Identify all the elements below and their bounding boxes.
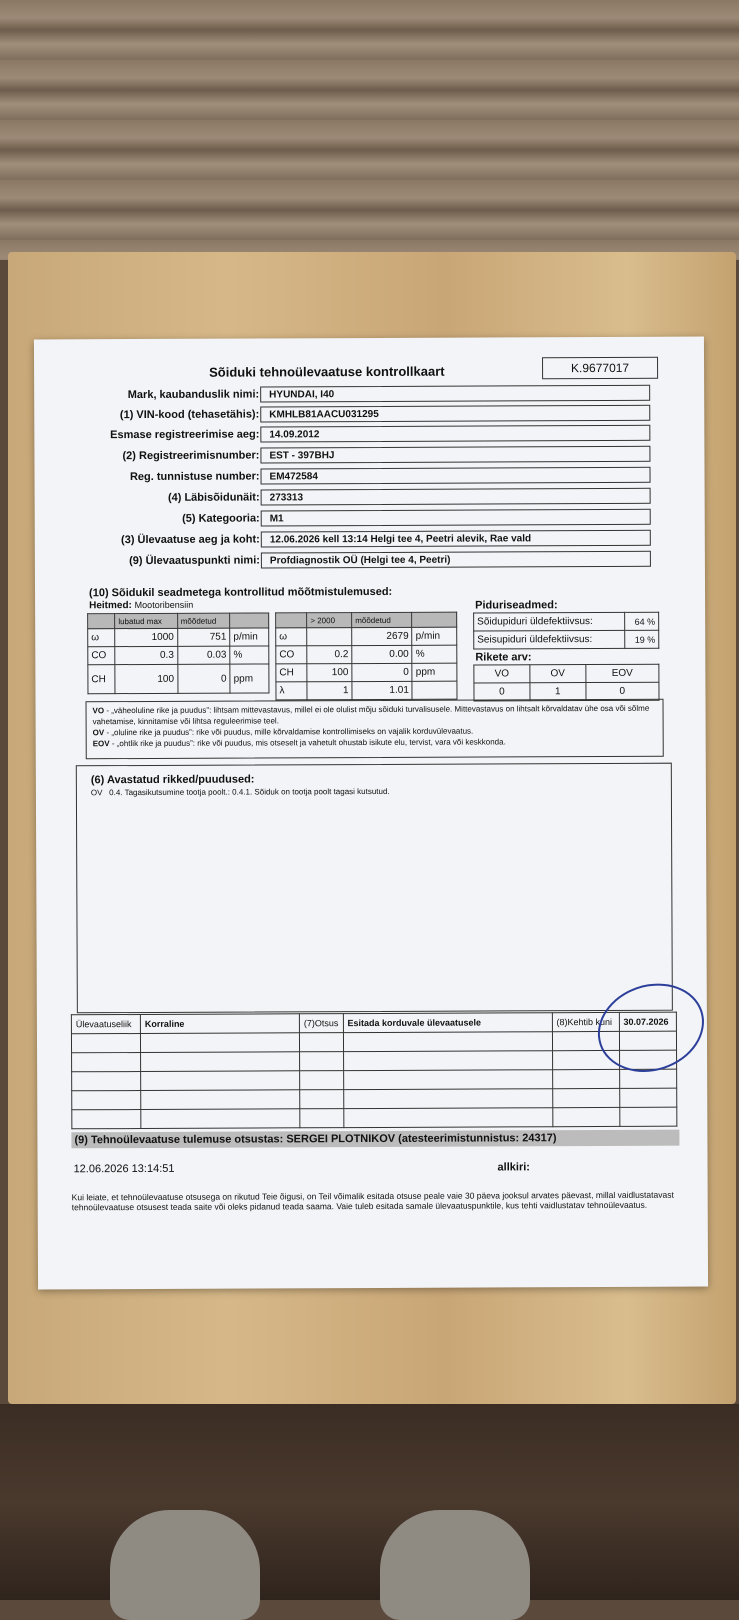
field-value: Profdiagnostik OÜ (Helgi tee 4, Peetri) xyxy=(261,551,651,569)
table-row: CH 100 0 ppm xyxy=(276,663,457,682)
high-idle-emissions-table xyxy=(275,612,457,701)
table-row: CO 0.3 0.03 % xyxy=(88,646,269,665)
card-number: K.9677017 xyxy=(542,357,658,380)
col-header: mõõdetud xyxy=(352,612,412,627)
field-value: 14.09.2012 xyxy=(260,425,650,443)
table-row: Ülevaatuseliik Korraline (7)Otsus Esitada korduvale ülevaatusele (8)Kehtib kuni 30.07.2026 xyxy=(71,1012,676,1034)
signature-label: allkiri: xyxy=(497,1161,530,1174)
field-value: M1 xyxy=(261,509,651,527)
table-row: 0 1 0 xyxy=(474,682,659,701)
col-header: > 2000 xyxy=(307,613,352,628)
table-row: ω 2679 p/min xyxy=(276,627,457,646)
table-row xyxy=(72,1107,677,1129)
table-row xyxy=(72,1088,677,1110)
timestamp: 12.06.2026 13:14:51 xyxy=(73,1162,175,1176)
brakes-title: Piduriseadmed: xyxy=(475,599,558,612)
field-label: (1) VIN-kood (tehasetähis): xyxy=(119,408,260,422)
table-row: Sõidupiduri üldefektiivsus: 64 % xyxy=(474,612,659,631)
field-value: 12.06.2026 kell 13:14 Helgi tee 4, Peetri alevik, Rae vald xyxy=(261,530,651,548)
table-row: VO OV EOV xyxy=(474,664,659,683)
faults-title: Rikete arv: xyxy=(475,651,532,664)
legend-item: OV - „oluline rike ja puudus”: rike või puudus, mille kõrvaldamise kontrollimiseks on vajalik korduvülevaatus. xyxy=(92,726,474,738)
table-row: CO 0.2 0.00 % xyxy=(276,645,457,664)
defect-item: OV 0.4. Tagasikutsumine tootja poolt.: 0.4.1. Sõiduk on tootja poolt tagasi kutsutud. xyxy=(90,786,390,798)
faults-table xyxy=(473,664,659,702)
col-header: lubatud max xyxy=(115,613,178,628)
field-value: KMHLB81AACU031295 xyxy=(260,405,650,423)
field-label: (5) Kategooria: xyxy=(182,512,260,525)
field-label: (4) Läbisõidunäit: xyxy=(167,491,260,504)
legend-item: VO - „väheoluline rike ja puudus”: lihtsam mittevastavus, millel ei ole olulist mõju sõiduki turvalisusele. Mittevastavus on lihtsalt kõrvaldatav ühe osa või sõlme vahetamise, kinnitamise või lihtsa reguleerimise teel. xyxy=(92,703,650,727)
field-value: 273313 xyxy=(261,488,651,506)
engine-value: Mootoribensiin xyxy=(134,599,194,611)
field-label: Mark, kaubanduslik nimi: xyxy=(127,388,260,402)
left-shoe xyxy=(110,1510,260,1620)
col-header: mõõdetud xyxy=(177,613,230,628)
field-value: EST - 397BHJ xyxy=(260,446,650,464)
engine-label: Heitmed: xyxy=(89,600,132,612)
document-title: Sõiduki tehnoülevaatuse kontrollkaart xyxy=(209,363,445,380)
measurements-title: (10) Sõidukil seadmetega kontrollitud mõõtmistulemused: xyxy=(89,585,393,600)
field-label: (9) Ülevaatuspunkti nimi: xyxy=(129,554,260,568)
table-row: λ 1 1.01 xyxy=(276,681,457,700)
appeal-notice: Kui leiate, et tehnoülevaatuse otsusega on rikutud Teie õigusi, on Teil võimalik esitada otsuse peale vaie 30 päeva jooksul arvates päevast, millal vaidlustatavast tehnoülevaatuse otsusest teada saite või oleks pidanud teada saama. Vaie tuleb esitada samale ülevaatuspunktile, kus tehti vaidlustatav tehnoülevaatus. xyxy=(71,1189,674,1213)
field-value: HYUNDAI, I40 xyxy=(260,385,650,403)
table-row: CH 100 0 ppm xyxy=(88,664,269,694)
field-label: (2) Registreerimisnumber: xyxy=(122,449,260,463)
engine-line xyxy=(89,600,193,611)
result-table xyxy=(71,1012,677,1130)
table-row: ω 1000 751 p/min xyxy=(88,628,269,647)
fault-legend xyxy=(86,699,664,760)
right-shoe xyxy=(380,1510,530,1620)
defects-title: (6) Avastatud rikked/puudused: xyxy=(90,773,255,787)
table-row: Seisupiduri üldefektiivsus: 19 % xyxy=(474,630,659,649)
defects-box xyxy=(76,763,673,1014)
inspector-bar: (9) Tehnoülevaatuse tulemuse otsustas: SERGEI PLOTNIKOV (atesteerimistunnistus: 24317) xyxy=(71,1130,679,1149)
field-label: Esmase registreerimise aeg: xyxy=(110,428,260,442)
inspection-card-paper xyxy=(34,337,708,1290)
legend-item: EOV - „ohtlik rike ja puudus”: rike või puudus, mis otseselt ja vahetult ohustab isikute elu, tervist, vara või keskkonda. xyxy=(92,737,506,749)
field-label: (3) Ülevaatuse aeg ja koht: xyxy=(120,533,260,547)
background-top xyxy=(0,0,739,260)
brakes-table xyxy=(473,612,659,650)
field-label: Reg. tunnistuse number: xyxy=(129,470,260,484)
idle-emissions-table xyxy=(87,612,269,694)
field-value: EM472584 xyxy=(260,467,650,485)
